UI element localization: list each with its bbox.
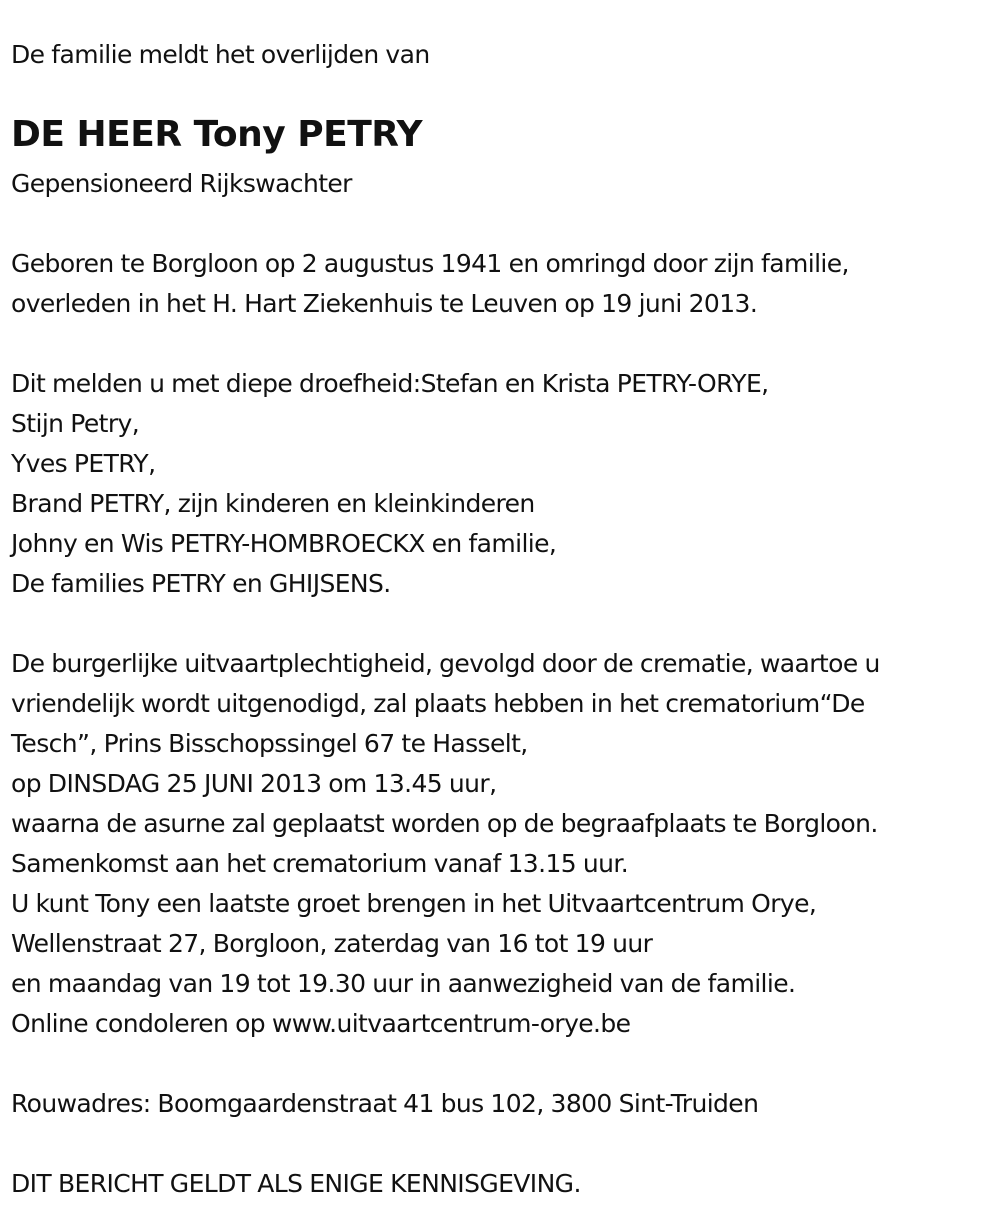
online-condolence-line: Online condoleren op www.uitvaartcentrum-orye.be (11, 1009, 631, 1038)
mourning-address: Rouwadres: Boomgaardenstraat 41 bus 102, 3800 Sint-Truiden (11, 1089, 759, 1118)
deceased-occupation: Gepensioneerd Rijkswachter (11, 169, 352, 198)
mourner-line: Johny en Wis PETRY-HOMBROECKX en familie, (11, 529, 557, 558)
ceremony-date-line: op DINSDAG 25 JUNI 2013 om 13.45 uur, (11, 769, 497, 798)
mourner-line: Brand PETRY, zijn kinderen en kleinkinderen (11, 489, 535, 518)
closing-notice: DIT BERICHT GELDT ALS ENIGE KENNISGEVING. (11, 1169, 581, 1198)
deceased-name: DE HEER Tony PETRY (11, 114, 423, 155)
ceremony-line: vriendelijk wordt uitgenodigd, zal plaats hebben in het crematorium“De (11, 689, 865, 718)
ceremony-line: waarna de asurne zal geplaatst worden op de begraafplaats te Borgloon. (11, 809, 878, 838)
gathering-line: Samenkomst aan het crematorium vanaf 13.15 uur. (11, 849, 629, 878)
visitation-line: Wellenstraat 27, Borgloon, zaterdag van 16 tot 19 uur (11, 929, 653, 958)
ceremony-line: Tesch”, Prins Bisschopssingel 67 te Hasselt, (11, 729, 528, 758)
visitation-line: en maandag van 19 tot 19.30 uur in aanwezigheid van de familie. (11, 969, 796, 998)
visitation-line: U kunt Tony een laatste groet brengen in het Uitvaartcentrum Orye, (11, 889, 817, 918)
mourner-line: Dit melden u met diepe droefheid:Stefan en Krista PETRY-ORYE, (11, 369, 769, 398)
intro-text: De familie meldt het overlijden van (11, 40, 430, 69)
mourner-line: De families PETRY en GHIJSENS. (11, 569, 391, 598)
ceremony-line: De burgerlijke uitvaartplechtigheid, gevolgd door de crematie, waartoe u (11, 649, 880, 678)
birth-line: Geboren te Borgloon op 2 augustus 1941 en omringd door zijn familie, (11, 249, 849, 278)
mourner-line: Yves PETRY, (11, 449, 156, 478)
death-line: overleden in het H. Hart Ziekenhuis te Leuven op 19 juni 2013. (11, 289, 758, 318)
mourner-line: Stijn Petry, (11, 409, 140, 438)
